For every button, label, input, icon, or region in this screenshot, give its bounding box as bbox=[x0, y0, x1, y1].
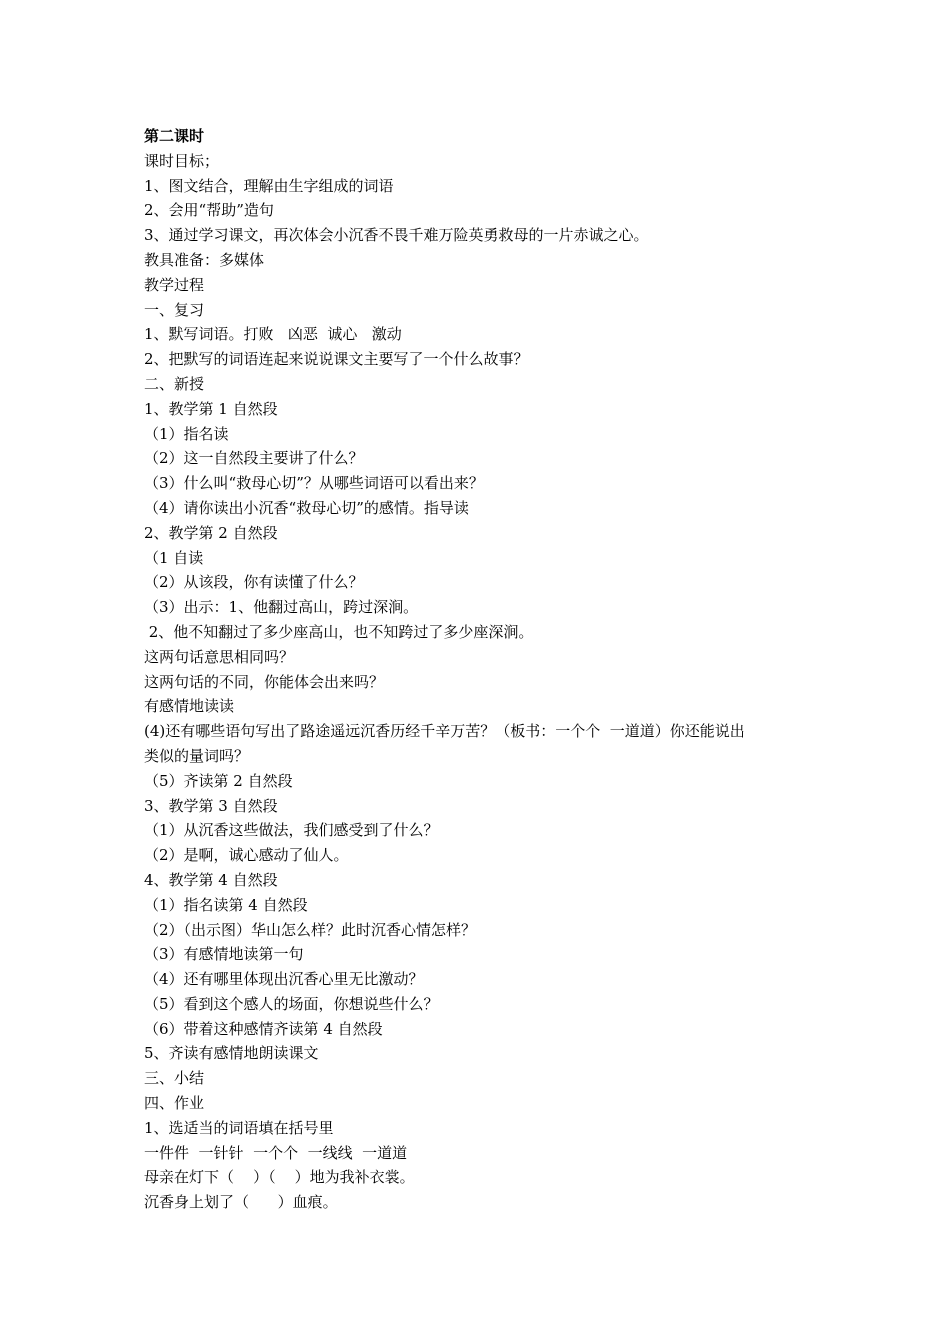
text-line: 类似的量词吗？ bbox=[144, 746, 250, 765]
text-line: （1）指名读 bbox=[144, 424, 229, 443]
text-line: 2、把默写的词语连起来说说课文主要写了一个什么故事？ bbox=[144, 350, 529, 369]
text-line: （1）从沉香这些做法，我们感受到了什么？ bbox=[144, 821, 439, 840]
text-line: 一件件 一针针 一个个 一线线 一道道 bbox=[144, 1143, 408, 1162]
text-line: 3、通过学习课文，再次体会小沉香不畏千难万险英勇救母的一片赤诚之心。 bbox=[144, 226, 649, 245]
text-line: （2）（出示图）华山怎么样？此时沉香心情怎样？ bbox=[144, 920, 477, 939]
document-body bbox=[144, 149, 824, 1215]
text-line: 1、教学第 1 自然段 bbox=[144, 399, 278, 418]
text-line: 三、小结 bbox=[144, 1069, 205, 1088]
text-line: （5）齐读第 2 自然段 bbox=[144, 771, 293, 790]
page-title: 第二课时 bbox=[144, 127, 205, 145]
text-line: 1、选适当的词语填在括号里 bbox=[144, 1118, 334, 1137]
text-line: 有感情地读读 bbox=[144, 697, 235, 716]
text-line: （6）带着这种感情齐读第 4 自然段 bbox=[144, 1019, 383, 1038]
text-line: （2）从该段，你有读懂了什么？ bbox=[144, 573, 364, 592]
text-line: （1）指名读第 4 自然段 bbox=[144, 895, 308, 914]
document-page bbox=[144, 124, 824, 1215]
text-line: 课时目标； bbox=[144, 151, 220, 170]
text-line: 二、新授 bbox=[144, 374, 205, 393]
text-line: 母亲在灯下（ ）（ ）地为我补衣裳。 bbox=[144, 1168, 415, 1187]
text-line: （5）看到这个感人的场面，你想说些什么？ bbox=[144, 994, 439, 1013]
text-line: （1 自读 bbox=[144, 548, 204, 567]
text-line: 1、图文结合，理解由生字组成的词语 bbox=[144, 176, 394, 195]
text-line: （3）出示：1、他翻过高山，跨过深涧。 bbox=[144, 598, 419, 617]
text-line: （3）什么叫“救母心切”？从哪些词语可以看出来？ bbox=[144, 474, 484, 493]
text-line: 3、教学第 3 自然段 bbox=[144, 796, 278, 815]
text-line: 一、复习 bbox=[144, 300, 205, 319]
text-line: 2、教学第 2 自然段 bbox=[144, 523, 278, 542]
text-line: （4）请你读出小沉香“救母心切”的感情。指导读 bbox=[144, 498, 469, 517]
text-line: 2、会用“帮助”造句 bbox=[144, 201, 274, 220]
text-line: 5、齐读有感情地朗读课文 bbox=[144, 1044, 319, 1063]
text-line: 2、他不知翻过了多少座高山，也不知跨过了多少座深涧。 bbox=[144, 622, 534, 641]
text-line: 这两句话的不同，你能体会出来吗？ bbox=[144, 672, 385, 691]
text-line: 这两句话意思相同吗？ bbox=[144, 647, 295, 666]
text-line: (4)还有哪些语句写出了路途遥远沉香历经千辛万苦？（板书：一个个 一道道）你还能说出 bbox=[144, 722, 745, 741]
text-line: 教学过程 bbox=[144, 275, 205, 294]
text-line: 沉香身上划了（ ）血痕。 bbox=[144, 1193, 338, 1212]
text-line: （2）是啊，诚心感动了仙人。 bbox=[144, 846, 349, 865]
text-line: （4）还有哪里体现出沉香心里无比激动？ bbox=[144, 970, 424, 989]
text-line: 四、作业 bbox=[144, 1094, 205, 1113]
text-line: 教具准备：多媒体 bbox=[144, 250, 265, 269]
text-line: 1、默写词语。打败 凶恶 诚心 激动 bbox=[144, 325, 402, 344]
text-line: 4、教学第 4 自然段 bbox=[144, 870, 278, 889]
text-line: （3）有感情地读第一句 bbox=[144, 945, 304, 964]
text-line: （2）这一自然段主要讲了什么？ bbox=[144, 449, 364, 468]
